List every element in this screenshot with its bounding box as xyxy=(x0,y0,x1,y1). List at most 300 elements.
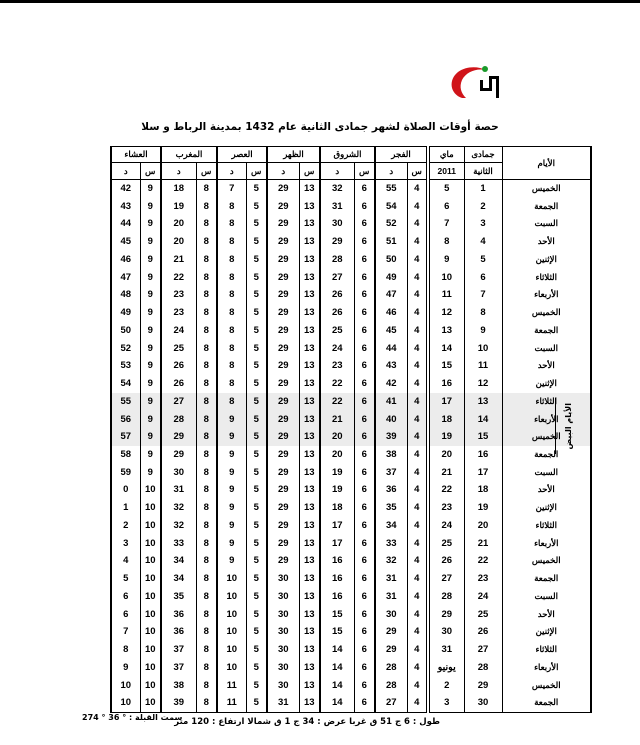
isha-hour: 10 xyxy=(140,677,161,695)
dhuhr-minute: 29 xyxy=(267,180,299,198)
isha-hour: 9 xyxy=(140,428,161,446)
isha-hour: 10 xyxy=(140,481,161,499)
isha-hour: 10 xyxy=(140,641,161,659)
maghrib-hour: 8 xyxy=(196,446,217,464)
fajr-hour: 4 xyxy=(407,340,428,358)
hijri-date: 18 xyxy=(464,481,502,499)
dhuhr-hour: 13 xyxy=(299,198,320,216)
hijri-date: 11 xyxy=(464,357,502,375)
asr-minute: 9 xyxy=(217,552,246,570)
gregorian-date: 9 xyxy=(428,251,464,269)
maghrib-minute: 20 xyxy=(161,215,196,233)
shuruq-minute: 24 xyxy=(320,340,354,358)
day-name: السبت xyxy=(502,588,591,606)
gregorian-date: 24 xyxy=(428,517,464,535)
maghrib-hour: 8 xyxy=(196,570,217,588)
shuruq-hour: 6 xyxy=(354,623,375,641)
header-fajr-hour: س xyxy=(407,163,428,180)
table-row xyxy=(111,269,591,287)
isha-minute: 45 xyxy=(111,233,140,251)
dhuhr-minute: 30 xyxy=(267,677,299,695)
fajr-minute: 29 xyxy=(375,623,407,641)
asr-minute: 8 xyxy=(217,340,246,358)
header-dhuhr: الظهر xyxy=(267,147,320,163)
table-row xyxy=(111,464,591,482)
maghrib-hour: 8 xyxy=(196,393,217,411)
fajr-hour: 4 xyxy=(407,694,428,712)
shuruq-hour: 6 xyxy=(354,606,375,624)
header-may-year: 2011 xyxy=(428,163,464,180)
maghrib-minute: 34 xyxy=(161,552,196,570)
gregorian-date: 28 xyxy=(428,588,464,606)
asr-minute: 8 xyxy=(217,233,246,251)
shuruq-hour: 6 xyxy=(354,375,375,393)
fajr-minute: 47 xyxy=(375,286,407,304)
table-row xyxy=(111,606,591,624)
dhuhr-hour: 13 xyxy=(299,180,320,198)
maghrib-hour: 8 xyxy=(196,641,217,659)
asr-hour: 5 xyxy=(246,517,267,535)
shuruq-minute: 22 xyxy=(320,375,354,393)
asr-hour: 5 xyxy=(246,659,267,677)
isha-minute: 53 xyxy=(111,357,140,375)
asr-hour: 5 xyxy=(246,198,267,216)
isha-hour: 9 xyxy=(140,393,161,411)
fajr-minute: 45 xyxy=(375,322,407,340)
asr-hour: 5 xyxy=(246,286,267,304)
maghrib-hour: 8 xyxy=(196,215,217,233)
shuruq-hour: 6 xyxy=(354,517,375,535)
hijri-date: 7 xyxy=(464,286,502,304)
maghrib-minute: 31 xyxy=(161,481,196,499)
asr-minute: 10 xyxy=(217,588,246,606)
isha-minute: 3 xyxy=(111,535,140,553)
fajr-minute: 43 xyxy=(375,357,407,375)
table-row xyxy=(111,570,591,588)
shuruq-hour: 6 xyxy=(354,641,375,659)
asr-minute: 9 xyxy=(217,464,246,482)
isha-minute: 4 xyxy=(111,552,140,570)
header-may-line1: ماي xyxy=(439,149,454,159)
shuruq-minute: 15 xyxy=(320,606,354,624)
isha-minute: 42 xyxy=(111,180,140,198)
shuruq-hour: 6 xyxy=(354,180,375,198)
header-jumada-second: الثانية xyxy=(464,163,502,180)
day-name: الأربعاء xyxy=(502,411,591,429)
asr-hour: 5 xyxy=(246,606,267,624)
shuruq-minute: 29 xyxy=(320,233,354,251)
day-name: الإثنين xyxy=(502,375,591,393)
isha-hour: 9 xyxy=(140,233,161,251)
shuruq-hour: 6 xyxy=(354,198,375,216)
hijri-date: 16 xyxy=(464,446,502,464)
isha-minute: 54 xyxy=(111,375,140,393)
table-row xyxy=(111,694,591,712)
fajr-minute: 54 xyxy=(375,198,407,216)
fajr-hour: 4 xyxy=(407,588,428,606)
gregorian-date: 5 xyxy=(428,180,464,198)
isha-hour: 10 xyxy=(140,623,161,641)
fajr-minute: 38 xyxy=(375,446,407,464)
fajr-hour: 4 xyxy=(407,499,428,517)
fajr-hour: 4 xyxy=(407,446,428,464)
isha-hour: 9 xyxy=(140,375,161,393)
table-row xyxy=(111,641,591,659)
isha-hour: 9 xyxy=(140,304,161,322)
table-row xyxy=(111,446,591,464)
table-row xyxy=(111,517,591,535)
gregorian-date: 15 xyxy=(428,357,464,375)
shuruq-hour: 6 xyxy=(354,499,375,517)
maghrib-minute: 25 xyxy=(161,340,196,358)
shuruq-hour: 6 xyxy=(354,269,375,287)
gregorian-date: 13 xyxy=(428,322,464,340)
dhuhr-minute: 29 xyxy=(267,375,299,393)
dhuhr-minute: 31 xyxy=(267,694,299,712)
shuruq-minute: 16 xyxy=(320,552,354,570)
hijri-date: 2 xyxy=(464,198,502,216)
gregorian-date: 11 xyxy=(428,286,464,304)
maghrib-hour: 8 xyxy=(196,535,217,553)
hijri-date: 26 xyxy=(464,623,502,641)
shuruq-hour: 6 xyxy=(354,393,375,411)
fajr-hour: 4 xyxy=(407,375,428,393)
maghrib-hour: 8 xyxy=(196,517,217,535)
fajr-minute: 31 xyxy=(375,570,407,588)
dhuhr-minute: 29 xyxy=(267,357,299,375)
day-name: الجمعة xyxy=(502,694,591,712)
maghrib-hour: 8 xyxy=(196,694,217,712)
isha-hour: 10 xyxy=(140,694,161,712)
asr-hour: 5 xyxy=(246,535,267,553)
maghrib-minute: 36 xyxy=(161,606,196,624)
maghrib-minute: 21 xyxy=(161,251,196,269)
dhuhr-minute: 29 xyxy=(267,322,299,340)
dhuhr-hour: 13 xyxy=(299,623,320,641)
fajr-hour: 4 xyxy=(407,552,428,570)
gregorian-date: 7 xyxy=(428,215,464,233)
header-maghrib-minute: د xyxy=(161,163,196,180)
isha-hour: 10 xyxy=(140,606,161,624)
isha-hour: 10 xyxy=(140,535,161,553)
asr-hour: 5 xyxy=(246,428,267,446)
asr-minute: 8 xyxy=(217,322,246,340)
isha-minute: 47 xyxy=(111,269,140,287)
fajr-minute: 35 xyxy=(375,499,407,517)
dhuhr-minute: 30 xyxy=(267,641,299,659)
header-jumada xyxy=(464,147,502,163)
shuruq-minute: 28 xyxy=(320,251,354,269)
header-isha-minute: د xyxy=(111,163,140,180)
isha-hour: 9 xyxy=(140,269,161,287)
hijri-date: 12 xyxy=(464,375,502,393)
shuruq-minute: 19 xyxy=(320,464,354,482)
dhuhr-hour: 13 xyxy=(299,677,320,695)
shuruq-hour: 6 xyxy=(354,659,375,677)
day-name: الجمعة xyxy=(502,570,591,588)
hijri-date: 20 xyxy=(464,517,502,535)
gregorian-date: يونيو xyxy=(428,659,464,677)
shuruq-hour: 6 xyxy=(354,677,375,695)
table-row xyxy=(111,535,591,553)
fajr-hour: 4 xyxy=(407,517,428,535)
maghrib-hour: 8 xyxy=(196,269,217,287)
table-row xyxy=(111,481,591,499)
isha-minute: 5 xyxy=(111,570,140,588)
isha-hour: 9 xyxy=(140,180,161,198)
hijri-date: 24 xyxy=(464,588,502,606)
asr-minute: 8 xyxy=(217,251,246,269)
hijri-date: 1 xyxy=(464,180,502,198)
gregorian-date: 12 xyxy=(428,304,464,322)
day-name: الإثنين xyxy=(502,251,591,269)
gregorian-date: 30 xyxy=(428,623,464,641)
gregorian-date: 20 xyxy=(428,446,464,464)
dhuhr-hour: 13 xyxy=(299,481,320,499)
maghrib-minute: 33 xyxy=(161,535,196,553)
day-name: الخميس xyxy=(502,180,591,198)
gregorian-date: 6 xyxy=(428,198,464,216)
isha-hour: 9 xyxy=(140,446,161,464)
table-row xyxy=(111,322,591,340)
dhuhr-minute: 29 xyxy=(267,233,299,251)
shuruq-hour: 6 xyxy=(354,233,375,251)
shuruq-minute: 17 xyxy=(320,535,354,553)
fajr-minute: 34 xyxy=(375,517,407,535)
header-shuruq: الشروق xyxy=(320,147,375,163)
table-row xyxy=(111,393,591,411)
maghrib-minute: 24 xyxy=(161,322,196,340)
day-name: السبت xyxy=(502,340,591,358)
shuruq-minute: 32 xyxy=(320,180,354,198)
table-row xyxy=(111,588,591,606)
maghrib-hour: 8 xyxy=(196,411,217,429)
location-footer: طول : 6 ج 51 ق غربا عرض : 34 ج 1 ق شمالا ارتفاع : 120 متر xyxy=(174,717,440,727)
maghrib-hour: 8 xyxy=(196,552,217,570)
day-name: الأحد xyxy=(502,481,591,499)
asr-minute: 8 xyxy=(217,215,246,233)
isha-hour: 9 xyxy=(140,411,161,429)
header-asr: العصر xyxy=(217,147,267,163)
dhuhr-hour: 13 xyxy=(299,304,320,322)
gregorian-date: 27 xyxy=(428,570,464,588)
ministry-logo xyxy=(446,58,506,100)
day-name: الأربعاء xyxy=(502,286,591,304)
asr-hour: 5 xyxy=(246,481,267,499)
asr-minute: 10 xyxy=(217,606,246,624)
shuruq-minute: 16 xyxy=(320,570,354,588)
asr-hour: 5 xyxy=(246,269,267,287)
maghrib-minute: 20 xyxy=(161,233,196,251)
dhuhr-hour: 13 xyxy=(299,357,320,375)
dhuhr-hour: 13 xyxy=(299,411,320,429)
hijri-date: 3 xyxy=(464,215,502,233)
isha-hour: 10 xyxy=(140,499,161,517)
asr-minute: 9 xyxy=(217,499,246,517)
maghrib-hour: 8 xyxy=(196,251,217,269)
day-name: الثلاثاء xyxy=(502,393,591,411)
maghrib-hour: 8 xyxy=(196,606,217,624)
day-name: الأربعاء xyxy=(502,535,591,553)
shuruq-minute: 30 xyxy=(320,215,354,233)
fajr-hour: 4 xyxy=(407,357,428,375)
fajr-hour: 4 xyxy=(407,198,428,216)
maghrib-minute: 34 xyxy=(161,570,196,588)
fajr-minute: 28 xyxy=(375,659,407,677)
asr-minute: 8 xyxy=(217,198,246,216)
table-row xyxy=(111,304,591,322)
asr-hour: 5 xyxy=(246,357,267,375)
day-name: الخميس xyxy=(502,428,591,446)
maghrib-hour: 8 xyxy=(196,233,217,251)
isha-hour: 9 xyxy=(140,340,161,358)
maghrib-hour: 8 xyxy=(196,322,217,340)
fajr-minute: 42 xyxy=(375,375,407,393)
shuruq-hour: 6 xyxy=(354,481,375,499)
dhuhr-hour: 13 xyxy=(299,694,320,712)
fajr-minute: 32 xyxy=(375,552,407,570)
asr-minute: 9 xyxy=(217,535,246,553)
shuruq-minute: 26 xyxy=(320,286,354,304)
gregorian-date: 19 xyxy=(428,428,464,446)
hijri-date: 21 xyxy=(464,535,502,553)
asr-minute: 8 xyxy=(217,357,246,375)
shuruq-minute: 14 xyxy=(320,641,354,659)
fajr-minute: 27 xyxy=(375,694,407,712)
dhuhr-hour: 13 xyxy=(299,606,320,624)
shuruq-minute: 21 xyxy=(320,411,354,429)
gregorian-date: 26 xyxy=(428,552,464,570)
dhuhr-minute: 29 xyxy=(267,304,299,322)
dhuhr-minute: 29 xyxy=(267,552,299,570)
dhuhr-minute: 29 xyxy=(267,215,299,233)
dhuhr-minute: 29 xyxy=(267,340,299,358)
day-name: الأربعاء xyxy=(502,659,591,677)
fajr-hour: 4 xyxy=(407,659,428,677)
table-row xyxy=(111,659,591,677)
shuruq-hour: 6 xyxy=(354,694,375,712)
asr-minute: 8 xyxy=(217,286,246,304)
isha-hour: 10 xyxy=(140,552,161,570)
dhuhr-hour: 13 xyxy=(299,588,320,606)
day-name: الأحد xyxy=(502,357,591,375)
hijri-date: 28 xyxy=(464,659,502,677)
fajr-minute: 44 xyxy=(375,340,407,358)
fajr-hour: 4 xyxy=(407,286,428,304)
dhuhr-hour: 13 xyxy=(299,446,320,464)
hijri-date: 13 xyxy=(464,393,502,411)
shuruq-hour: 6 xyxy=(354,251,375,269)
fajr-minute: 49 xyxy=(375,269,407,287)
fajr-hour: 4 xyxy=(407,464,428,482)
isha-minute: 9 xyxy=(111,659,140,677)
header-fajr-minute: د xyxy=(375,163,407,180)
asr-minute: 9 xyxy=(217,517,246,535)
shuruq-minute: 14 xyxy=(320,659,354,677)
hijri-date: 29 xyxy=(464,677,502,695)
dhuhr-hour: 13 xyxy=(299,535,320,553)
isha-minute: 56 xyxy=(111,411,140,429)
gregorian-date: 16 xyxy=(428,375,464,393)
table-row xyxy=(111,411,591,429)
dhuhr-minute: 30 xyxy=(267,570,299,588)
dhuhr-minute: 29 xyxy=(267,251,299,269)
asr-minute: 9 xyxy=(217,428,246,446)
asr-hour: 5 xyxy=(246,570,267,588)
dhuhr-hour: 13 xyxy=(299,499,320,517)
shuruq-minute: 27 xyxy=(320,269,354,287)
isha-minute: 48 xyxy=(111,286,140,304)
dhuhr-minute: 29 xyxy=(267,286,299,304)
dhuhr-hour: 13 xyxy=(299,393,320,411)
maghrib-hour: 8 xyxy=(196,198,217,216)
shuruq-hour: 6 xyxy=(354,428,375,446)
table-row xyxy=(111,552,591,570)
day-name: الثلاثاء xyxy=(502,517,591,535)
maghrib-hour: 8 xyxy=(196,499,217,517)
table-row xyxy=(111,623,591,641)
isha-minute: 8 xyxy=(111,641,140,659)
table-row xyxy=(111,499,591,517)
gregorian-date: 8 xyxy=(428,233,464,251)
asr-minute: 9 xyxy=(217,411,246,429)
hijri-date: 30 xyxy=(464,694,502,712)
fajr-hour: 4 xyxy=(407,322,428,340)
dhuhr-minute: 29 xyxy=(267,535,299,553)
fajr-hour: 4 xyxy=(407,535,428,553)
shuruq-minute: 22 xyxy=(320,393,354,411)
header-days: الأيام xyxy=(502,147,591,180)
prayer-times-table xyxy=(110,146,592,713)
hijri-date: 6 xyxy=(464,269,502,287)
gregorian-date: 31 xyxy=(428,641,464,659)
dhuhr-hour: 13 xyxy=(299,322,320,340)
fajr-minute: 29 xyxy=(375,641,407,659)
isha-hour: 9 xyxy=(140,286,161,304)
qibla-direction: سمت القبلة : ° 36 ° 274 xyxy=(82,713,183,722)
isha-hour: 9 xyxy=(140,215,161,233)
asr-minute: 8 xyxy=(217,393,246,411)
isha-hour: 9 xyxy=(140,464,161,482)
isha-minute: 50 xyxy=(111,322,140,340)
isha-minute: 57 xyxy=(111,428,140,446)
asr-hour: 5 xyxy=(246,340,267,358)
asr-hour: 5 xyxy=(246,641,267,659)
fajr-minute: 30 xyxy=(375,606,407,624)
dhuhr-hour: 13 xyxy=(299,233,320,251)
isha-minute: 55 xyxy=(111,393,140,411)
shuruq-minute: 19 xyxy=(320,481,354,499)
hijri-date: 15 xyxy=(464,428,502,446)
isha-hour: 10 xyxy=(140,659,161,677)
isha-hour: 9 xyxy=(140,198,161,216)
hijri-date: 10 xyxy=(464,340,502,358)
fajr-minute: 36 xyxy=(375,481,407,499)
dhuhr-minute: 29 xyxy=(267,198,299,216)
fajr-minute: 55 xyxy=(375,180,407,198)
dhuhr-minute: 30 xyxy=(267,606,299,624)
hijri-date: 9 xyxy=(464,322,502,340)
shuruq-hour: 6 xyxy=(354,411,375,429)
asr-minute: 11 xyxy=(217,677,246,695)
shuruq-hour: 6 xyxy=(354,464,375,482)
page-title: حصة أوقات الصلاة لشهر جمادى الثانية عام 1432 بمدينة الرباط و سلا xyxy=(141,121,499,133)
asr-minute: 8 xyxy=(217,304,246,322)
day-name: الثلاثاء xyxy=(502,641,591,659)
fajr-minute: 28 xyxy=(375,677,407,695)
asr-hour: 5 xyxy=(246,233,267,251)
asr-hour: 5 xyxy=(246,180,267,198)
